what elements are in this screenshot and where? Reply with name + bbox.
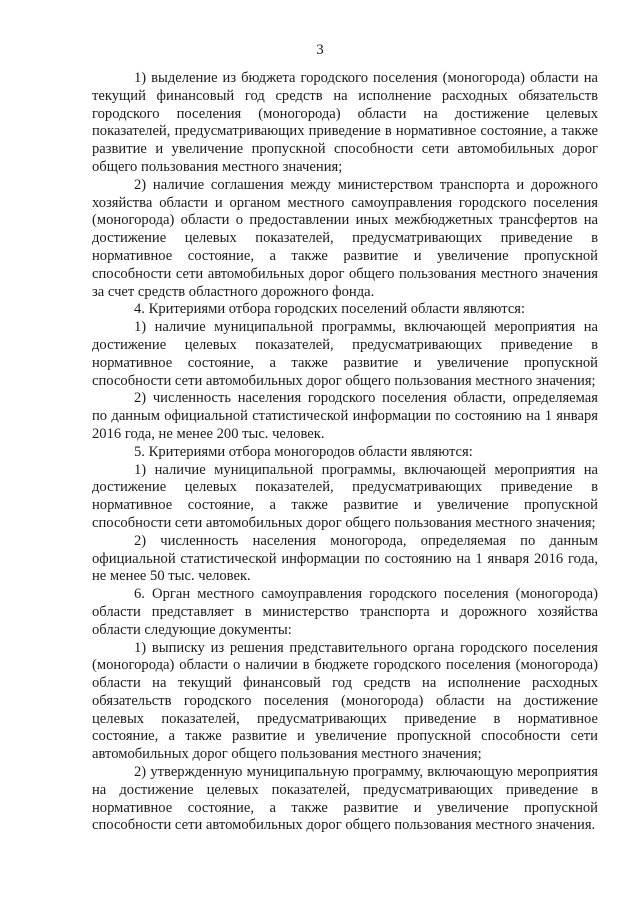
paragraph-4-2-population: 2) численность населения городского поселения области, определяемая по данным официальной статистической информации по состоянию на 1 января 2016 года, не менее 200 тыс. человек.: [92, 390, 598, 442]
document-body: [92, 70, 598, 835]
paragraph-4-1-municipal-program: 1) наличие муниципальной программы, включающей мероприятия на достижение целевых показателей, предусматривающих приведение в нормативное состояние, а также развитие и увеличение пропускной способности сети автомобильных дорог общего пользования местного значения;: [92, 319, 598, 389]
paragraph-1-2-agreement: 2) наличие соглашения между министерством транспорта и дорожного хозяйства области и органом местного самоуправления городского поселения (моногорода) области о предоставлении иных межбюджетных трансфертов на достижение целевых показателей, предусматривающих приведение в нормативное состояние, а также развитие и увеличение пропускной способности сети автомобильных дорог общего пользования местного значения за счет средств областного дорожного фонда.: [92, 176, 598, 300]
paragraph-6-2-approved-program: 2) утвержденную муниципальную программу, включающую мероприятия на достижение целевых показателей, предусматривающих приведение в нормативное состояние, а также развитие и увеличение пропускной способности сети автомобильных дорог общего пользования местного значения.: [92, 764, 598, 834]
paragraph-1-1-budget-allocation: 1) выделение из бюджета городского поселения (моногорода) области на текущий финансовый год средств на исполнение расходных обязательств городского поселения (моногорода) области на достижение целевых показателей, предусматривающих приведение в нормативное состояние, а также развитие и увеличение пропускной способности сети автомобильных дорог общего пользования местного значения;: [92, 70, 598, 175]
paragraph-5-1-municipal-program: 1) наличие муниципальной программы, включающей мероприятия на достижение целевых показателей, предусматривающих приведение в нормативное состояние, а также развитие и увеличение пропускной способности сети автомобильных дорог общего пользования местного значения;: [92, 461, 598, 531]
paragraph-6-1-decision-extract: 1) выписку из решения представительного органа городского поселения (моногорода) области о наличии в бюджете городского поселения (моногорода) области на текущий финансовый год средств на исполнение расходных обязательств городского поселения (моногорода) области на достижение целевых показателей, предусматривающих приведение в нормативное состояние, а также развитие и увеличение пропускной способности сети автомобильных дорог общего пользования местного значения;: [92, 639, 598, 763]
paragraph-4-heading: 4. Критериями отбора городских поселений области являются:: [134, 301, 526, 318]
paragraph-5-2-population: 2) численность населения моногорода, определяемая по данным официальной статистической информации по состоянию на 1 января 2016 года, не менее 50 тыс. человек.: [92, 532, 598, 585]
page-number: 3: [316, 42, 324, 58]
paragraph-5-heading: 5. Критериями отбора моногородов области являются:: [134, 443, 473, 460]
paragraph-6-heading: 6. Орган местного самоуправления городского поселения (моногорода) области представляет в министерство транспорта и дорожного хозяйства области следующие документы:: [92, 586, 598, 638]
